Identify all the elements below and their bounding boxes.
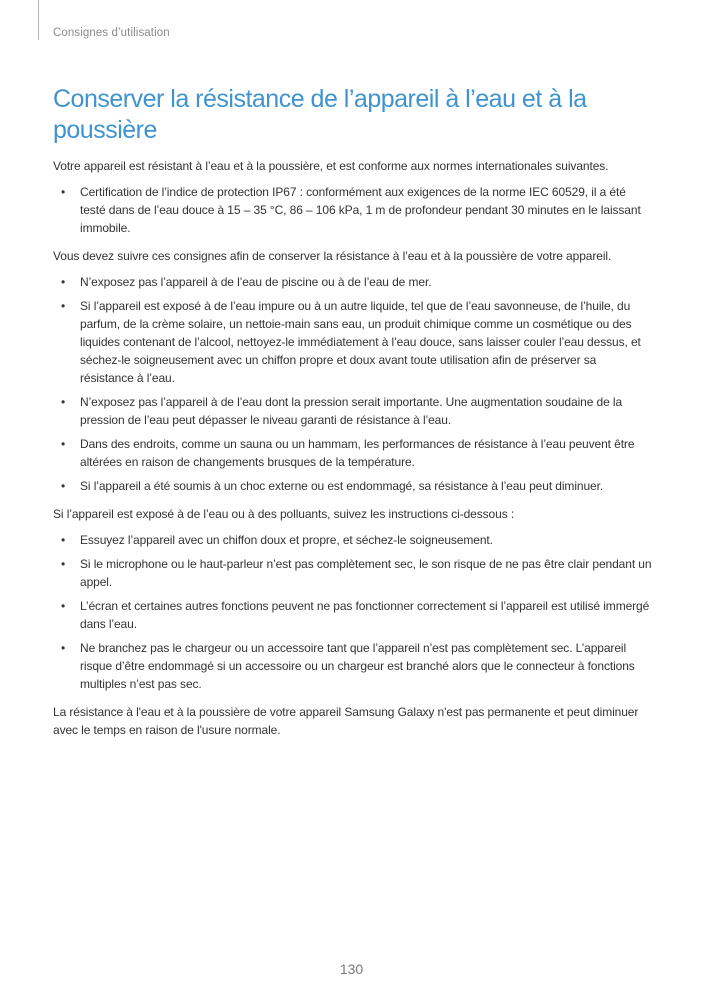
bullet-icon: • [61,437,66,451]
list-item [53,531,653,549]
list-item [53,273,653,291]
bullet-icon: • [61,299,66,313]
bullet-icon: • [61,479,66,493]
intro-paragraph: Votre appareil est résistant à l’eau et à la poussière, et est conforme aux normes internationales suivantes. [53,159,609,173]
list-item [53,183,653,237]
exposure-intro: Si l’appareil est exposé à de l’eau ou à des polluants, suivez les instructions ci-dessous : [53,507,515,521]
list-item [53,435,653,471]
closing-paragraph: La résistance à l'eau et à la poussière de votre appareil Samsung Galaxy n'est pas permanente et peut diminuer avec le temps en raison de l'usure normale. [53,705,639,737]
list-item [53,477,653,495]
instructions-intro: Vous devez suivre ces consignes afin de conserver la résistance à l’eau et à la poussière de votre appareil. [53,249,612,263]
bullet-icon: • [61,599,66,613]
page-number: 130 [339,961,364,977]
bullet-icon: • [61,641,66,655]
certification-list [53,183,653,237]
list-item-text: Dans des endroits, comme un sauna ou un hammam, les performances de résistance à l’eau peuvent être altérées en raison de changements brusques de la température. [80,437,635,469]
bullet-icon: • [61,533,66,547]
bullet-icon: • [61,557,66,571]
bullet-icon: • [61,185,66,199]
instructions-list [53,273,653,495]
list-item-text: L’écran et certaines autres fonctions peuvent ne pas fonctionner correctement si l’appareil est utilisé immergé dans l’eau. [80,599,650,631]
running-head: Consignes d’utilisation [53,27,170,39]
list-item [53,555,653,591]
header-rule [38,0,39,40]
bullet-icon: • [61,275,66,289]
list-item [53,639,653,693]
list-item-text: Ne branchez pas le chargeur ou un accessoire tant que l’appareil n’est pas complètement sec. L’appareil risque d’être endommagé si un accessoire ou un chargeur est branché alors que le connecteur à fonctions multiples n’est pas sec. [80,641,635,691]
list-item [53,297,653,387]
list-item [53,393,653,429]
page-title: Conserver la résistance de l’appareil à l’eau et à la poussière [53,85,587,144]
list-item-text: Si l’appareil a été soumis à un choc externe ou est endommagé, sa résistance à l’eau peut diminuer. [80,479,604,493]
bullet-icon: • [61,395,66,409]
list-item [53,597,653,633]
exposure-steps-list [53,531,653,693]
list-item-text: N’exposez pas l’appareil à de l’eau de piscine ou à de l’eau de mer. [80,275,432,289]
list-item-text: Essuyez l’appareil avec un chiffon doux et propre, et séchez-le soigneusement. [80,533,493,547]
list-item-text: Si le microphone ou le haut-parleur n’est pas complètement sec, le son risque de ne pas être clair pendant un appel. [80,557,652,589]
list-item-text: Certification de l’indice de protection IP67 : conformément aux exigences de la norme IEC 60529, il a été testé dans de l’eau douce à 15 – 35 °C, 86 – 106 kPa, 1 m de profondeur pendant 30 minutes en le laissant immobile. [80,185,641,235]
list-item-text: N’exposez pas l’appareil à de l’eau dont la pression serait importante. Une augmentation soudaine de la pression de l’eau peut dépasser le niveau garanti de résistance à l’eau. [80,395,623,427]
list-item-text: Si l’appareil est exposé à de l’eau impure ou à un autre liquide, tel que de l’eau savonneuse, de l’huile, du parfum, de la crème solaire, un nettoie-main sans eau, un produit chimique comme un cosmétique ou des liquides contenant de l’alcool, nettoyez-le immédiatement à l’eau douce, sans laisser couler l’eau dessus, et séchez-le soigneusement avec un chiffon propre et doux avant toute utilisation afin de préserver sa résistance à l’eau. [80,299,641,385]
page-content [53,84,653,739]
